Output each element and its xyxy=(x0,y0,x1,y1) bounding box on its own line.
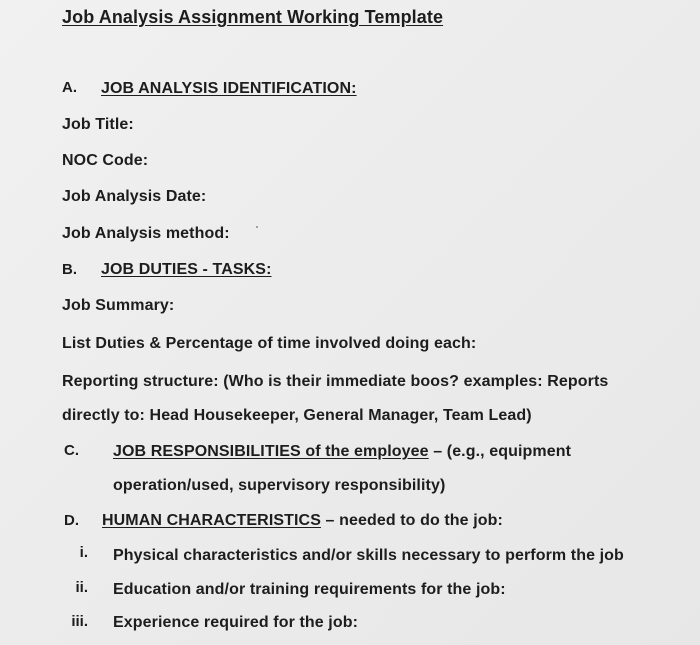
section-d-heading: HUMAN CHARACTERISTICS xyxy=(102,512,321,529)
item-ii-numeral: ii. xyxy=(75,579,88,596)
reporting-structure-line-2: directly to: Head Housekeeper, General Manager, Team Lead) xyxy=(62,407,532,424)
document-title: Job Analysis Assignment Working Template xyxy=(62,7,444,27)
section-d-heading-line xyxy=(102,511,503,531)
section-c-heading-line xyxy=(113,442,571,462)
field-job-title: Job Title: xyxy=(62,116,134,133)
field-job-analysis-method: Job Analysis method: xyxy=(62,225,230,242)
section-a-letter: A. xyxy=(62,79,77,96)
item-iii-numeral: iii. xyxy=(71,613,88,630)
item-ii-text: Education and/or training requirements for the job: xyxy=(113,581,506,598)
reporting-structure-line-1: Reporting structure: (Who is their immediate boos? examples: Reports xyxy=(62,373,609,390)
item-iii-text: Experience required for the job: xyxy=(113,614,359,631)
section-c-letter: C. xyxy=(64,442,79,459)
field-job-analysis-date: Job Analysis Date: xyxy=(62,188,207,205)
section-d-letter: D. xyxy=(64,512,79,529)
item-i-text: Physical characteristics and/or skills necessary to perform the job xyxy=(113,547,624,564)
section-c-heading-rest: – (e.g., equipment xyxy=(428,443,572,460)
section-a-heading: JOB ANALYSIS IDENTIFICATION: xyxy=(101,80,357,97)
ink-speck xyxy=(256,226,258,228)
section-d-heading-rest: – needed to do the job: xyxy=(320,512,503,529)
section-c-heading: JOB RESPONSIBILITIES of the employee xyxy=(113,443,429,460)
duties-percentage-label: List Duties & Percentage of time involved doing each: xyxy=(62,335,477,352)
section-c-continuation: operation/used, supervisory responsibility) xyxy=(113,477,446,494)
job-summary-label: Job Summary: xyxy=(62,297,175,314)
section-b-heading: JOB DUTIES - TASKS: xyxy=(101,261,272,278)
field-noc-code: NOC Code: xyxy=(62,152,149,169)
section-b-letter: B. xyxy=(62,261,77,278)
item-i-numeral: i. xyxy=(79,544,88,561)
